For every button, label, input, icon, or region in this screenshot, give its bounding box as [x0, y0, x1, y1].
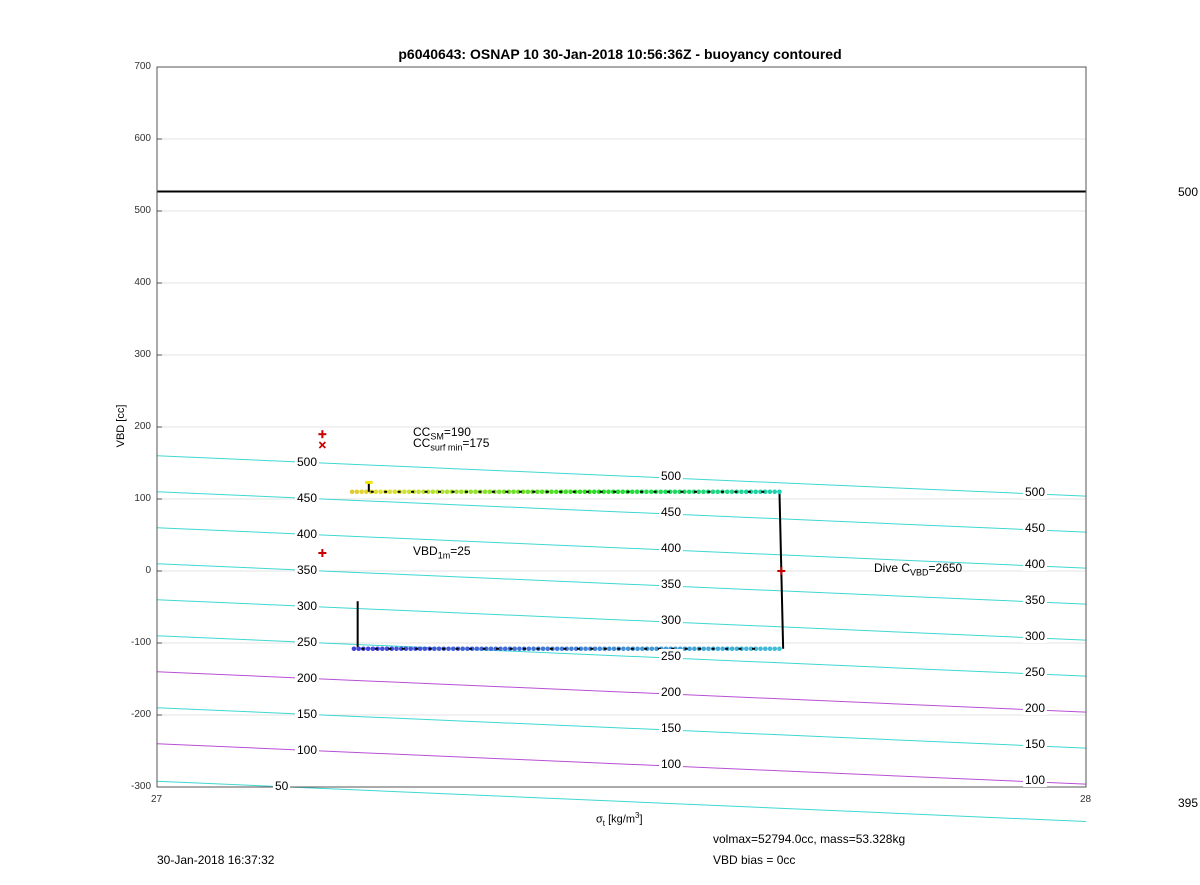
path-dive-point: [716, 646, 721, 651]
path-dive-point: [465, 646, 470, 651]
contour-label-left-400: 400: [297, 526, 318, 541]
path-climb-point: [673, 490, 678, 495]
cc-surf-min-sub: surf min: [430, 442, 463, 453]
dive-c-vbd-annotation: [874, 561, 962, 577]
path-climb-point: [744, 490, 749, 495]
path-climb-point: [630, 490, 635, 495]
path-dive-point: [517, 646, 522, 651]
path-climb-point: [554, 490, 559, 495]
path-dive-point: [621, 646, 626, 651]
contour-label-left-300: 300: [297, 598, 318, 613]
y-tick-label-0: 0: [145, 565, 151, 576]
path-climb-point: [715, 490, 720, 495]
y-tick-label-600: 600: [134, 133, 151, 144]
path-climb-point: [635, 490, 640, 495]
contour-label-left-50: 50: [275, 778, 289, 793]
path-dive-point: [371, 646, 376, 651]
contour-label-center-500: 500: [661, 468, 682, 483]
dive-path: [350, 482, 785, 651]
path-climb-point: [535, 490, 540, 495]
y-tick-label--100: -100: [130, 637, 151, 648]
cc-sm-value: =190: [443, 425, 471, 439]
path-dive-point: [735, 646, 740, 651]
contour-label-right-350: 350: [1025, 592, 1046, 607]
y-tick-label-300: 300: [134, 349, 151, 360]
path-dive-point: [758, 646, 763, 651]
x-axis-label-sup: 3: [635, 811, 640, 820]
vbd-1m-annotation: [413, 544, 471, 560]
path-dive-point: [593, 646, 598, 651]
path-climb-point: [739, 490, 744, 495]
path-dive-point: [744, 646, 749, 651]
contour-label-center-200: 200: [661, 684, 682, 699]
path-dive-point: [432, 646, 437, 651]
path-dive-point: [503, 646, 508, 651]
path-dive-point: [692, 646, 697, 651]
path-dive-point: [763, 646, 768, 651]
path-dive-point: [706, 646, 711, 651]
contour-label-right-250: 250: [1025, 664, 1046, 679]
y-tick-label-100: 100: [134, 493, 151, 504]
vbd-1m-sub: 1m: [437, 550, 451, 561]
contour-label-left-350: 350: [297, 562, 318, 577]
path-climb-point: [393, 490, 398, 495]
contour-label-right-300: 300: [1025, 628, 1046, 643]
path-climb-point: [701, 490, 706, 495]
y-tick-label--300: -300: [130, 781, 151, 792]
path-climb-point: [540, 490, 545, 495]
contour-label-right-500: 500: [1025, 484, 1046, 499]
path-dive-point: [446, 646, 451, 651]
contour-label-left-250: 250: [297, 634, 318, 649]
path-climb-point: [483, 490, 488, 495]
path-climb-point: [696, 490, 701, 495]
path-climb-point: [473, 490, 478, 495]
cc-sm-main: CC: [413, 425, 431, 439]
cc-sm-sub: SM: [430, 431, 444, 442]
path-dive-point: [687, 646, 692, 651]
path-dive-point: [768, 646, 773, 651]
y-tick-label-200: 200: [134, 421, 151, 432]
path-dive-point: [720, 646, 725, 651]
contour-label-left-500: 500: [297, 454, 318, 469]
timestamp-text: 30-Jan-2018 16:37:32: [157, 853, 275, 867]
contour-label-center-300: 300: [661, 612, 682, 627]
contour-label-left-150: 150: [297, 706, 318, 721]
x-axis-label-sub: t: [602, 818, 606, 828]
path-climb-point: [772, 490, 777, 495]
path-climb-point: [407, 490, 412, 495]
cc-surf-min-main: CC: [413, 436, 431, 450]
path-dive-point: [555, 646, 560, 651]
path-dive-point: [541, 646, 546, 651]
contour-label-left-100: 100: [297, 742, 318, 757]
path-dive-point: [475, 646, 480, 651]
cc-surf-min-annotation: [413, 436, 489, 452]
path-climb-point: [777, 490, 782, 495]
path-dive-point: [730, 646, 735, 651]
path-climb-point: [753, 490, 758, 495]
path-climb-point: [768, 490, 773, 495]
path-climb-point: [592, 490, 597, 495]
path-climb-point: [416, 490, 421, 495]
x-axis-label-symbol: σ: [596, 813, 603, 826]
contour-label-right-150: 150: [1025, 736, 1046, 751]
path-climb-point: [725, 490, 730, 495]
path-climb-point: [730, 490, 735, 495]
path-dive-point: [607, 646, 612, 651]
path-dive-point: [777, 646, 782, 651]
path-climb-point: [549, 490, 554, 495]
path-climb-point: [374, 490, 379, 495]
path-climb-point: [487, 490, 492, 495]
path-dive-point: [612, 646, 617, 651]
contour-label-center-150: 150: [661, 720, 682, 735]
path-dive-point: [423, 646, 428, 651]
path-climb-point: [525, 490, 530, 495]
path-climb-point: [606, 490, 611, 495]
path-dive-point: [512, 646, 517, 651]
path-dive-point: [583, 646, 588, 651]
path-dive-point: [701, 646, 706, 651]
path-dive-point: [460, 646, 465, 651]
y-axis-label: VBD [cc]: [115, 404, 127, 448]
contour-label-center-100: 100: [661, 756, 682, 771]
vbd-1m-value: =25: [450, 544, 471, 558]
path-dive-point: [569, 646, 574, 651]
cc-surf-min-value: =175: [462, 436, 490, 450]
path-dive-point: [380, 646, 385, 651]
dive-c-vbd-value: =2650: [928, 561, 963, 575]
markers: [318, 430, 326, 557]
x-tick-label-27: 27: [151, 794, 163, 805]
path-climb-point: [658, 490, 663, 495]
path-climb-point: [459, 490, 464, 495]
path-dive-point: [640, 646, 645, 651]
path-dive-point: [527, 646, 532, 651]
path-dive-point: [352, 646, 357, 651]
path-climb-point: [649, 490, 654, 495]
path-climb-point: [578, 490, 583, 495]
y-tick-label-500: 500: [134, 205, 151, 216]
path-dive-point: [545, 646, 550, 651]
path-climb-point: [711, 490, 716, 495]
path-climb-point: [431, 490, 436, 495]
contour-label-right-200: 200: [1025, 700, 1046, 715]
contour-label-center-450: 450: [661, 504, 682, 519]
path-climb-point: [378, 490, 383, 495]
path-climb-point: [497, 490, 502, 495]
edge-label-top-right: 500: [1178, 185, 1199, 199]
path-climb-point: [511, 490, 516, 495]
x-tick-label-28: 28: [1080, 794, 1092, 805]
y-tick-label-700: 700: [134, 61, 151, 72]
path-climb-point: [568, 490, 573, 495]
dive-c-vbd-sub: VBD: [910, 567, 929, 578]
path-climb-point: [359, 490, 364, 495]
path-climb-point: [350, 490, 355, 495]
contour-label-left-450: 450: [297, 490, 318, 505]
vbd-1m-main: VBD: [413, 544, 438, 558]
path-climb-point: [388, 490, 393, 495]
path-dive-point: [489, 646, 494, 651]
path-dive-point: [649, 646, 654, 651]
path-climb-point: [687, 490, 692, 495]
path-dive-point: [772, 646, 777, 651]
contour-label-right-450: 450: [1025, 520, 1046, 535]
dive-c-vbd-main: Dive C: [874, 561, 911, 575]
path-dive-point: [418, 646, 423, 651]
path-dive-point: [531, 646, 536, 651]
x-axis-label-units: [kg/m: [608, 813, 635, 826]
vbd-bias-text: VBD bias = 0cc: [713, 853, 796, 867]
path-climb-point: [620, 490, 625, 495]
path-climb-point: [454, 490, 459, 495]
path-dive-point: [597, 646, 602, 651]
path-dive-point: [437, 646, 442, 651]
path-dive-point: [394, 646, 399, 651]
contour-label-right-400: 400: [1025, 556, 1046, 571]
path-climb-point: [563, 490, 568, 495]
path-dive-point: [366, 646, 371, 651]
path-climb-point: [616, 490, 621, 495]
path-climb-point: [445, 490, 450, 495]
path-climb-point: [355, 490, 360, 495]
path-climb-point: [644, 490, 649, 495]
contour-label-center-350: 350: [661, 576, 682, 591]
path-dive-point: [356, 646, 361, 651]
path-climb-point: [402, 490, 407, 495]
y-tick-label-400: 400: [134, 277, 151, 288]
edge-label-bottom-right: 395: [1178, 796, 1199, 810]
path-climb-point: [468, 490, 473, 495]
volmax-mass-text: volmax=52794.0cc, mass=53.328kg: [713, 832, 906, 846]
chart-title: p6040643: OSNAP 10 30-Jan-2018 10:56:36Z - buoyancy contoured: [398, 46, 842, 62]
path-dive-point: [635, 646, 640, 651]
contour-label-right-100: 100: [1025, 772, 1046, 787]
contour-label-center-250: 250: [661, 648, 682, 663]
path-dive-point: [626, 646, 631, 651]
path-dive-point: [451, 646, 456, 651]
contour-label-left-200: 200: [297, 670, 318, 685]
x-axis-label: [596, 811, 643, 828]
contour-label-center-400: 400: [661, 540, 682, 555]
x-axis-label-close: ]: [639, 813, 643, 826]
y-tick-label--200: -200: [130, 709, 151, 720]
path-dive-point: [408, 646, 413, 651]
